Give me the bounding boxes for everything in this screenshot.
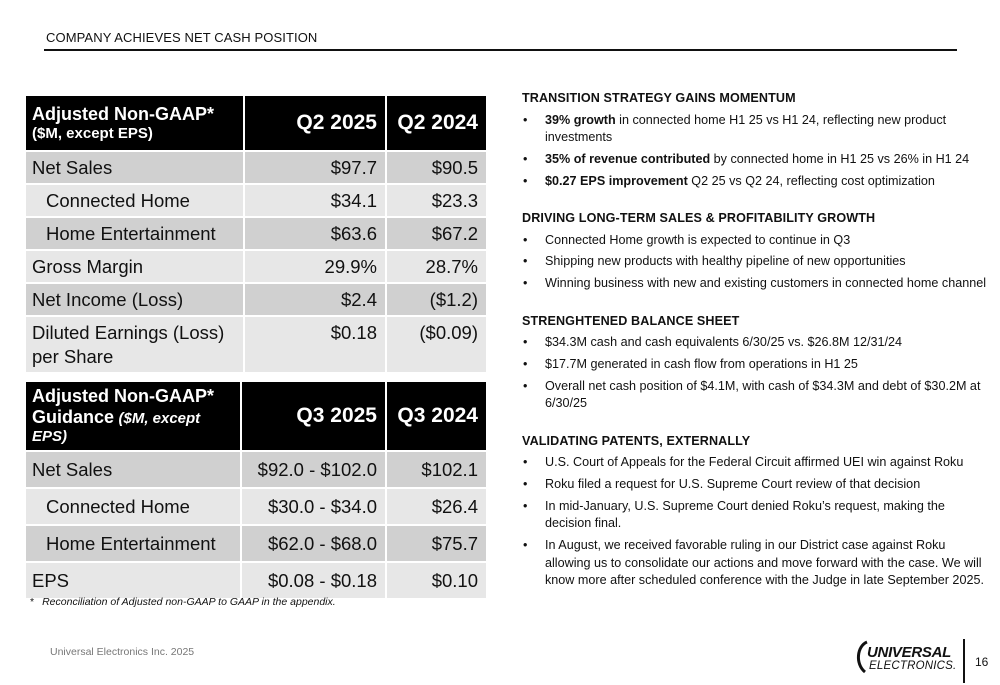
row-value-prior: $102.1	[386, 451, 487, 488]
footer-divider	[963, 639, 965, 683]
bullet-text: by connected home in H1 25 vs 26% in H1 24	[710, 151, 970, 166]
section-heading: VALIDATING PATENTS, EXTERNALLY	[522, 433, 751, 448]
row-label: Diluted Earnings (Loss) per Share	[25, 316, 244, 373]
row-label: Net Sales	[25, 451, 241, 488]
section-heading: DRIVING LONG-TERM SALES & PROFITABILITY GROWTH	[522, 211, 876, 226]
list-item: • In August, we received favorable ruling in our District case against Roku allowing us to consolidate our actions and move forward with the case. We will know more after scheduled conference with the Judge in late September 2025.	[522, 537, 992, 590]
table-header-label	[25, 95, 244, 151]
table-header-row	[25, 381, 487, 451]
title-divider	[44, 49, 957, 51]
highlights-panel	[522, 90, 992, 610]
footnote-text: Reconciliation of Adjusted non-GAAP to GAAP in the appendix.	[42, 596, 336, 608]
row-value-current: $97.7	[244, 151, 386, 184]
section-transition-strategy	[522, 90, 992, 190]
list-item: • U.S. Court of Appeals for the Federal Circuit affirmed UEI win against Roku	[522, 454, 992, 472]
list-item: • $34.3M cash and cash equivalents 6/30/25 vs. $26.8M 12/31/24	[522, 334, 992, 352]
row-value-prior: $75.7	[386, 525, 487, 562]
list-item: • Winning business with new and existing customers in connected home channel	[522, 275, 992, 293]
logo-wordmark-line1: UNIVERSAL	[867, 644, 951, 661]
company-logo	[853, 638, 957, 678]
footnote	[30, 596, 336, 608]
column-header-q2-2025: Q2 2025	[244, 95, 386, 151]
header-title: Adjusted Non-GAAP*	[32, 104, 214, 125]
table-row	[25, 184, 487, 217]
list-item	[522, 173, 992, 191]
footnote-marker: *	[30, 596, 35, 608]
list-item	[522, 112, 992, 147]
table-row	[25, 316, 487, 373]
table-row	[25, 525, 487, 562]
row-label: Home Entertainment	[25, 217, 244, 250]
row-value-current: $0.18	[244, 316, 386, 373]
row-value-prior: 28.7%	[386, 250, 487, 283]
column-header-q3-2024: Q3 2024	[386, 381, 487, 451]
row-label: Net Sales	[25, 151, 244, 184]
row-label: Net Income (Loss)	[25, 283, 244, 316]
page-number: 16	[975, 655, 989, 669]
row-value-current: $34.1	[244, 184, 386, 217]
row-value-prior: ($0.09)	[386, 316, 487, 373]
row-label: Home Entertainment	[25, 525, 241, 562]
row-label: Connected Home	[25, 488, 241, 525]
row-value-prior: $0.10	[386, 562, 487, 599]
table-row	[25, 451, 487, 488]
table-row	[25, 151, 487, 184]
header-title: Adjusted Non-GAAP*	[32, 386, 214, 406]
row-label: Connected Home	[25, 184, 244, 217]
list-item: • In mid-January, U.S. Supreme Court denied Roku’s request, making the decision final.	[522, 498, 992, 533]
bullet-list	[522, 112, 992, 191]
row-value-guidance: $30.0 - $34.0	[241, 488, 386, 525]
row-value-guidance: $92.0 - $102.0	[241, 451, 386, 488]
bullet-list	[522, 232, 992, 293]
bullet-emphasis: 35% of revenue contributed	[545, 151, 711, 166]
table-header-row	[25, 95, 487, 151]
table-row	[25, 562, 487, 599]
bullet-list	[522, 334, 992, 413]
section-long-term-growth	[522, 210, 992, 293]
row-label: EPS	[25, 562, 241, 599]
section-heading: STRENGHTENED BALANCE SHEET	[522, 313, 740, 328]
list-item: • Connected Home growth is expected to continue in Q3	[522, 232, 992, 250]
row-value-guidance: $62.0 - $68.0	[241, 525, 386, 562]
list-item: • $17.7M generated in cash flow from operations in H1 25	[522, 356, 992, 374]
row-label: Gross Margin	[25, 250, 244, 283]
list-item	[522, 151, 992, 169]
footer-company-name: Universal Electronics Inc. 2025	[50, 646, 195, 658]
section-heading: TRANSITION STRATEGY GAINS MOMENTUM	[522, 91, 796, 105]
bullet-emphasis: 39% growth	[545, 112, 616, 127]
row-value-prior: $23.3	[386, 184, 487, 217]
header-subtitle: ($M, except EPS)	[32, 409, 201, 446]
bullet-emphasis: $0.27 EPS improvement	[545, 173, 688, 188]
row-value-guidance: $0.08 - $0.18	[241, 562, 386, 599]
q2-results-table	[24, 94, 488, 374]
row-value-current: 29.9%	[244, 250, 386, 283]
list-item: • Shipping new products with healthy pipeline of new opportunities	[522, 253, 992, 271]
header-subtitle: ($M, except EPS)	[32, 124, 153, 142]
section-balance-sheet	[522, 313, 992, 413]
list-item: • Roku filed a request for U.S. Supreme Court review of that decision	[522, 476, 992, 494]
table-header-label	[25, 381, 241, 451]
column-header-q3-2025: Q3 2025	[241, 381, 386, 451]
row-value-prior: ($1.2)	[386, 283, 487, 316]
table-row	[25, 250, 487, 283]
section-patents	[522, 433, 992, 590]
bullet-list	[522, 454, 992, 589]
header-guidance-label: Guidance	[32, 406, 115, 427]
row-value-prior: $67.2	[386, 217, 487, 250]
slide-title: COMPANY ACHIEVES NET CASH POSITION	[46, 30, 318, 45]
bullet-text: Q2 25 vs Q2 24, reflecting cost optimization	[687, 173, 935, 188]
logo-wordmark-line2: ELECTRONICS.	[869, 660, 957, 672]
row-value-current: $63.6	[244, 217, 386, 250]
table-row	[25, 488, 487, 525]
list-item: • Overall net cash position of $4.1M, with cash of $34.3M and debt of $30.2M at 6/30/25	[522, 378, 992, 413]
table-row	[25, 283, 487, 316]
q3-guidance-table	[24, 380, 488, 600]
table-row	[25, 217, 487, 250]
bullet-text: in connected home H1 25 vs H1 24, reflecting new product investments	[545, 112, 947, 145]
column-header-q2-2024: Q2 2024	[386, 95, 487, 151]
row-value-current: $2.4	[244, 283, 386, 316]
row-value-prior: $26.4	[386, 488, 487, 525]
row-value-prior: $90.5	[386, 151, 487, 184]
